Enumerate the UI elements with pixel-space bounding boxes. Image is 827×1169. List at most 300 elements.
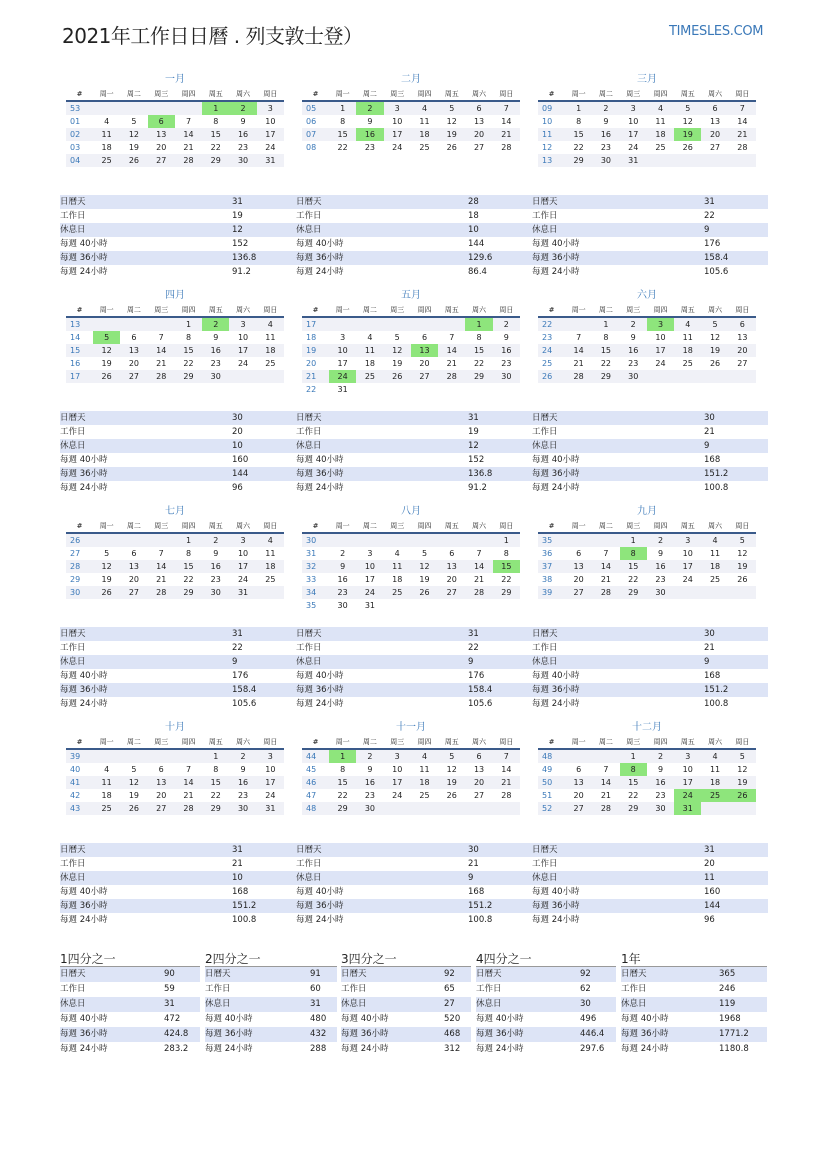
week-number: 49 (542, 765, 553, 774)
stat-value: 151.2 (232, 901, 257, 911)
stat-value: 31 (232, 629, 243, 639)
day-cell: 5 (438, 749, 465, 763)
week-number: 06 (306, 117, 317, 126)
stat-value: 283.2 (164, 1044, 189, 1054)
day-cell: 24 (655, 359, 666, 368)
stat-label: 每週 40小時 (296, 887, 344, 897)
day-cell: 22 (183, 575, 194, 584)
weekday-header: 周四 (411, 735, 438, 749)
day-cell: 18 (411, 128, 438, 141)
day-cell: 5 (93, 331, 120, 344)
day-cell (384, 533, 411, 547)
day-cell: 23 (655, 575, 666, 584)
week-row (302, 573, 520, 586)
day-cell: 13 (148, 776, 175, 789)
week-row (302, 128, 520, 141)
day-cell: 6 (465, 749, 492, 763)
weekday-header: 周日 (493, 303, 520, 317)
week-number: 03 (70, 143, 81, 152)
day-cell: 17 (229, 560, 256, 573)
stat-label: 日曆天 (60, 197, 86, 207)
week-row (66, 802, 284, 815)
day-cell: 6 (131, 333, 137, 342)
day-cell: 5 (701, 317, 728, 331)
day-cell: 17 (647, 344, 674, 357)
stat-row (341, 1027, 471, 1042)
day-cell: 10 (628, 117, 639, 126)
day-cell: 28 (175, 154, 202, 167)
quarter-title: 1年 (621, 952, 641, 966)
month-calendar (302, 73, 520, 154)
stat-value: 297.6 (580, 1044, 605, 1054)
weekday-header: 周二 (120, 735, 147, 749)
month-name: 六月 (637, 290, 657, 301)
day-cell: 2 (202, 317, 229, 331)
week-number: 47 (306, 791, 317, 800)
weekday-header: 周五 (674, 735, 701, 749)
day-cell: 25 (265, 575, 276, 584)
day-cell: 31 (229, 586, 256, 599)
day-cell: 17 (674, 560, 701, 573)
day-cell (120, 101, 147, 115)
month-table (538, 519, 756, 599)
day-cell: 16 (647, 776, 674, 789)
stat-label: 日曆天 (296, 845, 322, 855)
week-number: 18 (306, 333, 317, 342)
day-cell: 23 (364, 143, 376, 152)
week-row (302, 370, 520, 383)
stat-row (296, 467, 532, 481)
stat-row (296, 223, 532, 237)
week-row (302, 115, 520, 128)
day-cell: 10 (682, 549, 693, 558)
day-cell: 10 (265, 117, 276, 126)
day-cell (729, 802, 756, 815)
stat-value: 21 (704, 643, 715, 653)
week-number: 07 (302, 128, 329, 141)
day-cell: 1 (465, 317, 492, 331)
week-row (302, 141, 520, 154)
stat-label: 工作日 (60, 984, 86, 994)
stat-value: 10 (468, 225, 479, 235)
week-number: 21 (302, 370, 329, 383)
stat-label: 每週 40小時 (60, 455, 108, 465)
stat-row (341, 967, 471, 982)
stat-row (60, 237, 296, 251)
stat-row (60, 843, 296, 857)
weekday-header: 周日 (493, 87, 520, 101)
day-cell: 15 (465, 344, 492, 357)
weekday-header: 周一 (329, 519, 356, 533)
day-cell: 3 (229, 317, 256, 331)
weekday-header: 周一 (329, 735, 356, 749)
day-cell (465, 383, 492, 396)
stat-label: 休息日 (532, 441, 558, 451)
day-cell: 27 (473, 791, 485, 800)
day-cell: 11 (655, 117, 666, 126)
day-cell (438, 599, 465, 612)
day-cell: 1 (620, 749, 647, 763)
weekday-header: 周一 (565, 303, 592, 317)
stat-value: 1771.2 (719, 1029, 749, 1039)
weekday-header: 周日 (257, 519, 284, 533)
stat-label: 每週 24小時 (296, 267, 344, 277)
stat-value: 21 (232, 859, 243, 869)
stat-label: 工作日 (60, 859, 86, 869)
month-stats (532, 627, 768, 711)
day-cell: 21 (493, 128, 520, 141)
week-number: 08 (306, 143, 317, 152)
week-row (538, 357, 756, 370)
stat-value: 21 (468, 859, 479, 869)
weekday-header: # (538, 87, 565, 101)
weekday-header: 周二 (120, 519, 147, 533)
stat-row (296, 857, 532, 871)
day-cell: 29 (592, 370, 619, 383)
day-cell: 9 (630, 333, 636, 342)
weekday-header: 周二 (592, 735, 619, 749)
day-cell: 9 (213, 333, 219, 342)
week-row (538, 533, 756, 547)
stat-label: 每週 40小時 (476, 1014, 524, 1024)
week-number: 23 (542, 333, 553, 342)
week-number: 30 (66, 586, 93, 599)
day-cell: 7 (185, 117, 192, 126)
weekday-header: # (66, 519, 93, 533)
stat-value: 246 (719, 984, 736, 994)
month-name: 二月 (401, 74, 421, 85)
week-number: 38 (542, 575, 553, 584)
stat-label: 日曆天 (296, 413, 322, 423)
day-cell: 28 (148, 586, 175, 599)
week-row (66, 154, 284, 167)
week-number: 39 (538, 586, 565, 599)
day-cell: 19 (101, 575, 112, 584)
stat-label: 日曆天 (532, 413, 558, 423)
day-cell: 27 (565, 802, 592, 815)
week-row (538, 547, 756, 560)
stat-label: 每週 40小時 (296, 239, 344, 249)
day-cell: 12 (737, 765, 748, 774)
month-table (66, 87, 284, 167)
day-cell: 13 (120, 344, 147, 357)
day-cell (438, 802, 465, 815)
day-cell: 6 (701, 101, 728, 115)
day-cell: 15 (620, 776, 647, 789)
day-cell: 11 (419, 765, 430, 774)
stat-row (60, 641, 296, 655)
weekday-header: 周一 (565, 519, 592, 533)
month-table (302, 87, 520, 154)
stat-value: 312 (444, 1044, 461, 1054)
day-cell: 14 (501, 117, 512, 126)
day-cell: 16 (620, 344, 647, 357)
stat-label: 日曆天 (476, 969, 502, 979)
day-cell: 7 (449, 333, 455, 342)
week-row (538, 141, 756, 154)
stat-label: 日曆天 (621, 969, 647, 979)
stat-row (621, 982, 767, 997)
stat-value: 19 (468, 427, 479, 437)
stat-row (296, 669, 532, 683)
stat-value: 100.8 (704, 699, 729, 709)
day-cell: 22 (210, 143, 221, 152)
day-cell: 14 (465, 560, 492, 573)
weekday-header: 周一 (93, 303, 120, 317)
month-stats (296, 411, 532, 495)
month-name: 十月 (165, 722, 185, 733)
day-cell: 20 (573, 575, 584, 584)
day-cell (93, 749, 120, 763)
day-cell: 20 (156, 143, 167, 152)
week-row (538, 317, 756, 331)
day-cell (356, 383, 383, 396)
day-cell: 1 (565, 101, 592, 115)
stat-value: 11 (704, 873, 715, 883)
day-cell: 14 (565, 344, 592, 357)
stat-label: 日曆天 (532, 629, 558, 639)
week-row (538, 154, 756, 167)
day-cell: 25 (655, 143, 666, 152)
stat-label: 每週 40小時 (60, 671, 108, 681)
day-cell: 6 (449, 549, 455, 558)
day-cell: 22 (210, 791, 221, 800)
stat-label: 工作日 (341, 984, 367, 994)
day-cell (411, 802, 438, 815)
stat-row (532, 641, 768, 655)
day-cell: 11 (356, 344, 383, 357)
day-cell (729, 586, 756, 599)
stat-value: 27 (444, 999, 455, 1009)
day-cell: 7 (603, 549, 609, 558)
stat-label: 每週 24小時 (532, 267, 580, 277)
week-row (66, 763, 284, 776)
month-calendar (538, 505, 756, 599)
weekday-header: 周四 (411, 87, 438, 101)
day-cell: 2 (647, 749, 674, 763)
day-cell: 25 (419, 143, 430, 152)
stat-row (532, 237, 768, 251)
stat-value: 91.2 (468, 483, 487, 493)
day-cell: 25 (93, 154, 120, 167)
week-row (66, 789, 284, 802)
weekday-header: 周日 (257, 303, 284, 317)
stat-label: 每週 40小時 (532, 671, 580, 681)
day-cell: 4 (257, 317, 284, 331)
day-cell: 9 (240, 117, 246, 126)
day-cell: 24 (392, 791, 403, 800)
day-cell: 1 (329, 749, 356, 763)
day-cell: 30 (229, 154, 256, 167)
month-table (538, 303, 756, 383)
week-number: 20 (306, 359, 317, 368)
weekday-header: 周四 (175, 735, 202, 749)
week-row (538, 128, 756, 141)
day-cell: 26 (411, 586, 438, 599)
stat-row (476, 1042, 616, 1057)
day-cell: 21 (493, 776, 520, 789)
week-row (302, 357, 520, 370)
day-cell (592, 533, 619, 547)
quarter-stats (621, 966, 767, 1057)
day-cell: 17 (674, 776, 701, 789)
day-cell: 21 (600, 575, 612, 584)
stat-value: 100.8 (468, 915, 493, 925)
day-cell: 7 (185, 765, 192, 774)
day-cell: 30 (647, 586, 674, 599)
day-cell: 27 (120, 370, 147, 383)
day-cell: 6 (729, 317, 756, 331)
day-cell: 19 (128, 143, 140, 152)
day-cell: 13 (737, 333, 748, 342)
stat-row (296, 641, 532, 655)
weekday-header: 周二 (592, 87, 619, 101)
week-number: 22 (538, 317, 565, 331)
stat-label: 休息日 (60, 225, 86, 235)
day-cell (565, 533, 592, 547)
stat-value: 144 (468, 239, 485, 249)
stat-label: 每週 40小時 (296, 455, 344, 465)
day-cell: 7 (158, 549, 164, 558)
week-row (302, 763, 520, 776)
stat-label: 休息日 (296, 441, 322, 451)
stat-value: 20 (704, 859, 715, 869)
stat-label: 日曆天 (341, 969, 367, 979)
weekday-header: 周三 (620, 303, 647, 317)
stat-value: 30 (580, 999, 591, 1009)
day-cell: 4 (701, 749, 728, 763)
stat-label: 每週 24小時 (532, 915, 580, 925)
day-cell (465, 533, 492, 547)
day-cell (384, 599, 411, 612)
day-cell: 1 (620, 533, 647, 547)
day-cell: 17 (384, 776, 411, 789)
weekday-header: 周六 (229, 735, 256, 749)
stat-label: 工作日 (476, 984, 502, 994)
month-stats (296, 627, 532, 711)
week-number: 37 (538, 560, 565, 573)
day-cell: 24 (265, 791, 276, 800)
weekday-header: 周日 (729, 519, 756, 533)
day-cell: 6 (148, 115, 175, 128)
day-cell (465, 802, 492, 815)
stat-label: 工作日 (60, 211, 86, 221)
stat-value: 9 (468, 657, 474, 667)
week-number: 11 (538, 128, 565, 141)
week-row (302, 586, 520, 599)
stat-value: 31 (164, 999, 175, 1009)
day-cell: 12 (120, 128, 147, 141)
stat-value: 90 (164, 969, 175, 979)
stat-value: 365 (719, 969, 736, 979)
week-row (66, 749, 284, 763)
stat-row (60, 997, 200, 1012)
week-row (302, 560, 520, 573)
day-cell: 11 (93, 776, 120, 789)
quarter-title: 4四分之一 (476, 952, 532, 966)
day-cell: 27 (565, 586, 592, 599)
day-cell: 21 (573, 359, 584, 368)
day-cell: 7 (576, 333, 582, 342)
day-cell: 21 (600, 791, 612, 800)
day-cell: 29 (175, 586, 202, 599)
stat-row (532, 683, 768, 697)
weekday-header: 周四 (647, 87, 674, 101)
stat-value: 168 (704, 455, 721, 465)
day-cell (701, 154, 728, 167)
weekday-header: 周六 (465, 303, 492, 317)
day-cell: 29 (493, 586, 520, 599)
stat-label: 每週 40小時 (621, 1014, 669, 1024)
day-cell: 14 (175, 776, 202, 789)
stat-label: 每週 36小時 (296, 469, 344, 479)
day-cell: 29 (465, 370, 492, 383)
stat-label: 休息日 (341, 999, 367, 1009)
stat-label: 每週 24小時 (60, 915, 108, 925)
stat-row (296, 439, 532, 453)
stat-row (60, 195, 296, 209)
stat-label: 工作日 (621, 984, 647, 994)
stat-row (205, 1012, 337, 1027)
day-cell: 19 (419, 575, 430, 584)
day-cell: 20 (729, 344, 756, 357)
stat-value: 60 (310, 984, 321, 994)
weekday-header: 周五 (202, 303, 229, 317)
stat-label: 每週 24小時 (60, 699, 108, 709)
week-number: 41 (66, 776, 93, 789)
week-number: 29 (70, 575, 81, 584)
day-cell: 11 (682, 333, 693, 342)
weekday-header: 周一 (329, 303, 356, 317)
stat-row (60, 913, 296, 927)
day-cell: 30 (493, 370, 520, 383)
day-cell: 19 (101, 359, 112, 368)
stat-value: 31 (704, 197, 715, 207)
stat-row (60, 453, 296, 467)
day-cell: 4 (411, 749, 438, 763)
day-cell: 29 (202, 154, 229, 167)
stat-row (341, 997, 471, 1012)
stat-row (532, 425, 768, 439)
day-cell: 3 (229, 533, 256, 547)
brand-link[interactable]: TIMESLES.COM (669, 24, 764, 39)
weekday-header: 周五 (438, 87, 465, 101)
stat-value: 10 (232, 873, 243, 883)
stat-label: 每週 24小時 (296, 483, 344, 493)
day-cell: 8 (213, 117, 219, 126)
stat-value: 18 (468, 211, 479, 221)
week-row (538, 763, 756, 776)
weekday-header: 周一 (329, 87, 356, 101)
day-cell: 18 (101, 791, 112, 800)
stat-row (296, 885, 532, 899)
day-cell: 14 (501, 765, 512, 774)
quarter-stats (476, 966, 616, 1057)
day-cell: 31 (337, 385, 348, 394)
day-cell (384, 802, 411, 815)
day-cell: 6 (158, 765, 164, 774)
day-cell: 13 (438, 560, 465, 573)
weekday-header: 周日 (257, 87, 284, 101)
stat-label: 休息日 (296, 657, 322, 667)
week-row (538, 789, 756, 802)
week-number: 24 (538, 344, 565, 357)
stat-row (296, 453, 532, 467)
weekday-header: 周三 (384, 519, 411, 533)
weekday-header: 周四 (647, 303, 674, 317)
month-stats (60, 411, 296, 495)
day-cell (411, 599, 438, 612)
